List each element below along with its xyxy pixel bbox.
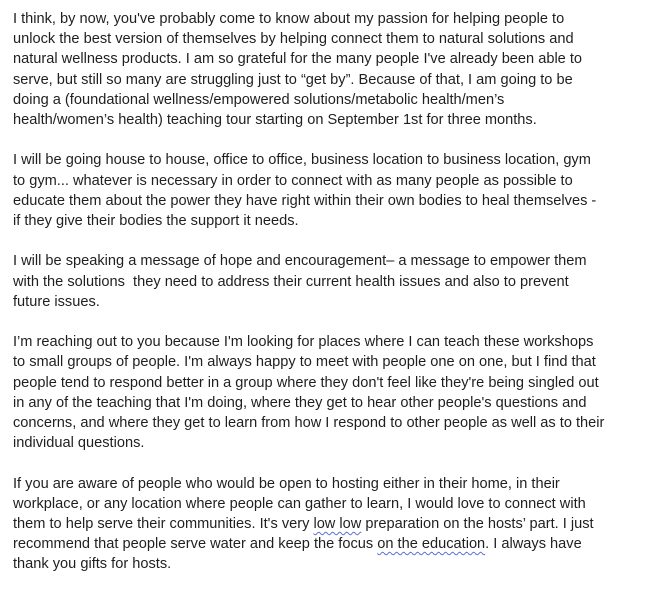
paragraph-tour bbox=[13, 150, 649, 231]
text-line: concerns, and where they get to learn from how I respond to other people as well as to their bbox=[13, 415, 605, 432]
text-line: if they give their bodies the support it needs. bbox=[13, 213, 299, 230]
paragraph-intro bbox=[13, 9, 649, 130]
text-line: I’m reaching out to you because I'm looking for places where I can teach these workshops bbox=[13, 334, 594, 351]
text-line: I will be going house to house, office to office, business location to business location, gym bbox=[13, 152, 591, 169]
text-line: doing a (foundational wellness/empowered solutions/metabolic health/men’s bbox=[13, 91, 505, 108]
paragraph-message bbox=[13, 251, 649, 312]
text-line: people tend to respond better in a group where they don't feel like they're being singled out bbox=[13, 374, 599, 391]
text-segment: recommend that people serve water and keep the focus bbox=[13, 536, 378, 553]
text-line bbox=[13, 534, 649, 554]
grammar-suggestion-underline[interactable]: on the education bbox=[377, 536, 486, 553]
paragraph-workshops bbox=[13, 332, 649, 453]
text-line: I will be speaking a message of hope and encouragement– a message to empower them bbox=[13, 253, 587, 270]
text-line: I think, by now, you've probably come to know about my passion for helping people to bbox=[13, 11, 565, 27]
text-segment: them to help serve their communities. It's very low low preparation on the hosts’ part. I just bbox=[13, 516, 594, 533]
text-segment: . I always have bbox=[485, 536, 582, 553]
text-line: thank you gifts for hosts. bbox=[13, 556, 172, 573]
text-line: workplace, or any location where people can gather to learn, I would love to connect with bbox=[13, 495, 586, 512]
text-line: unlock the best version of themselves by helping connect them to natural solutions and bbox=[13, 31, 574, 48]
spelling-suggestion-underline[interactable]: low low bbox=[313, 516, 362, 533]
text-line: with the solutions they need to address their current health issues and also to prevent bbox=[13, 273, 569, 290]
text-line: future issues. bbox=[13, 293, 100, 310]
paragraph-hosting bbox=[13, 474, 649, 575]
text-line: in any of the teaching that I'm doing, where they get to hear other people's questions and bbox=[13, 394, 587, 411]
text-line: individual questions. bbox=[13, 435, 145, 452]
text-line: to gym... whatever is necessary in order to connect with as many people as possible to bbox=[13, 172, 573, 189]
text-line: natural wellness products. I am so grateful for the many people I've already been able to bbox=[13, 51, 583, 68]
text-line: health/women’s health) teaching tour starting on September 1st for three months. bbox=[13, 112, 537, 129]
document-body bbox=[13, 9, 649, 595]
text-line: If you are aware of people who would be open to hosting either in their home, in their bbox=[13, 475, 560, 492]
text-line: to small groups of people. I'm always happy to meet with people one on one, but I find that bbox=[13, 354, 596, 371]
text-line: educate them about the power they have right within their own bodies to heal themselves - bbox=[13, 192, 597, 209]
text-line bbox=[13, 514, 649, 534]
text-line: serve, but still so many are struggling just to “get by”. Because of that, I am going to be bbox=[13, 71, 573, 88]
